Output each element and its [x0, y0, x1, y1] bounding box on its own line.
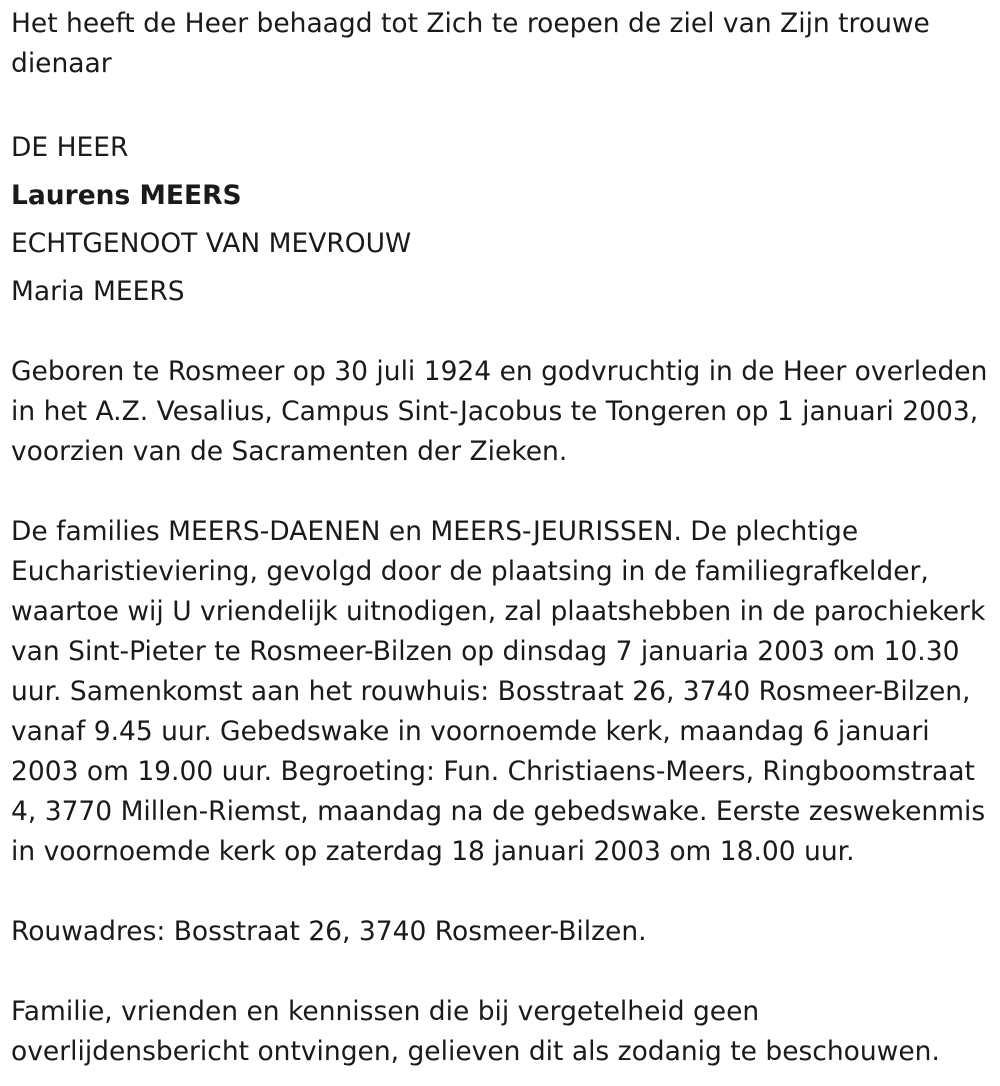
closing-line: Familie, vrienden en kennissen die bij vergetelheid geen	[11, 996, 760, 1027]
intro-line: dienaar	[11, 48, 112, 79]
spacer	[11, 872, 991, 912]
funeral-line: waartoe wij U vriendelijk uitnodigen, zal plaatshebben in de parochiekerk	[11, 596, 986, 627]
birth-death-line: voorzien van de Sacramenten der Zieken.	[11, 436, 568, 467]
funeral-line: van Sint-Pieter te Rosmeer-Bilzen op dinsdag 7 januaria 2003 om 10.30	[11, 636, 960, 667]
birth-death-paragraph	[11, 352, 991, 472]
funeral-line: Eucharistieviering, gevolgd door de plaatsing in de familiegrafkelder,	[11, 556, 929, 587]
spouse-name: Maria MEERS	[11, 276, 185, 307]
intro-paragraph	[11, 4, 991, 84]
closing-line: overlijdensbericht ontvingen, gelieven dit als zodanig te beschouwen.	[11, 1036, 940, 1067]
funeral-paragraph	[11, 512, 991, 872]
spacer	[11, 952, 991, 992]
deceased-name: Laurens MEERS	[11, 180, 242, 211]
deceased-block	[11, 124, 991, 316]
funeral-line: in voornoemde kerk op zaterdag 18 januari 2003 om 18.00 uur.	[11, 836, 855, 867]
birth-death-line: Geboren te Rosmeer op 30 juli 1924 en godvruchtig in de Heer overleden	[11, 356, 988, 387]
funeral-line: De families MEERS-DAENEN en MEERS-JEURISSEN. De plechtige	[11, 516, 859, 547]
closing-paragraph	[11, 992, 991, 1072]
intro-line: Het heeft de Heer behaagd tot Zich te roepen de ziel van Zijn trouwe	[11, 8, 930, 39]
obituary-document	[11, 4, 991, 1072]
funeral-line: vanaf 9.45 uur. Gebedswake in voornoemde kerk, maandag 6 januari	[11, 716, 930, 747]
spacer	[11, 84, 991, 124]
funeral-line: 2003 om 19.00 uur. Begroeting: Fun. Christiaens-Meers, Ringboomstraat	[11, 756, 975, 787]
spacer	[11, 472, 991, 512]
funeral-line: uur. Samenkomst aan het rouwhuis: Bosstraat 26, 3740 Rosmeer-Bilzen,	[11, 676, 971, 707]
deceased-relation: ECHTGENOOT VAN MEVROUW	[11, 228, 412, 259]
mourning-address: Rouwadres: Bosstraat 26, 3740 Rosmeer-Bilzen.	[11, 916, 647, 947]
birth-death-line: in het A.Z. Vesalius, Campus Sint-Jacobus te Tongeren op 1 januari 2003,	[11, 396, 979, 427]
spacer	[11, 316, 991, 352]
deceased-title: DE HEER	[11, 132, 129, 163]
address-paragraph	[11, 912, 991, 952]
funeral-line: 4, 3770 Millen-Riemst, maandag na de gebedswake. Eerste zeswekenmis	[11, 796, 986, 827]
